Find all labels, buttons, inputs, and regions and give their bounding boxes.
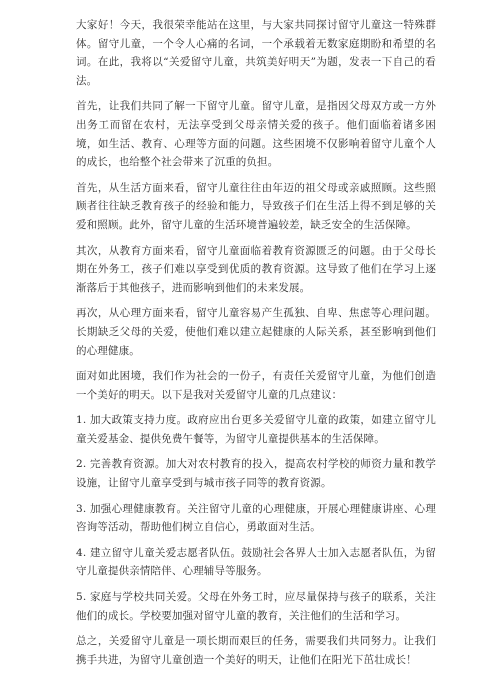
paragraph-definition: 首先，让我们共同了解一下留守儿童。留守儿童，是指因父母双方或一方外出务工而留在农村，无法享受到父母亲情关爱的孩子。他们面临着诸多困境，如生活、教育、心理等方面的问题。这些困境不仅影响着留守儿童个人的成长，也给整个社会带来了沉重的负担。: [76, 100, 436, 169]
paragraph-life: 首先，从生活方面来看，留守儿童往往由年迈的祖父母或亲戚照顾。这些照顾者往往缺乏教育孩子的经验和能力，导致孩子们在生活上得不到足够的关爱和照顾。此外，留守儿童的生活环境普遍较差，缺乏安全的生活保障。: [76, 181, 436, 231]
paragraph-suggestions-intro: 面对如此困境，我们作为社会的一份子，有责任关爱留守儿童，为他们创造一个美好的明天。以下是我对关爱留守儿童的几点建议：: [76, 370, 436, 401]
paragraph-education: 其次，从教育方面来看，留守儿童面临着教育资源匮乏的问题。由于父母长期在外务工，孩子们难以享受到优质的教育资源。这导致了他们在学习上逐渐落后于其他孩子，进而影响到他们的未来发展。: [76, 244, 436, 294]
document-body: [76, 16, 436, 675]
paragraph-conclusion: 总之，关爱留守儿童是一项长期而艰巨的任务，需要我们共同努力。让我们携手共进，为留守儿童创造一个美好的明天，让他们在阳光下茁壮成长！: [76, 635, 436, 666]
paragraph-psychology: 再次，从心理方面来看，留守儿童容易产生孤独、自卑、焦虑等心理问题。长期缺乏父母的关爱，使他们难以建立起健康的人际关系，甚至影响到他们的心理健康。: [76, 307, 436, 357]
list-item-volunteers: 4. 建立留守儿童关爱志愿者队伍。鼓励社会各界人士加入志愿者队伍，为留守儿童提供亲情陪伴、心理辅导等服务。: [76, 546, 436, 578]
list-item-family-school: 5. 家庭与学校共同关爱。父母在外务工时，应尽量保持与孩子的联系，关注他们的成长。学校要加强对留守儿童的教育，关注他们的生活和学习。: [76, 591, 436, 622]
list-item-mental-health: 3. 加强心理健康教育。关注留守儿童的心理健康，开展心理健康讲座、心理咨询等活动，帮助他们树立自信心，勇敢面对生活。: [76, 502, 436, 534]
paragraph-intro: 大家好！今天，我很荣幸能站在这里，与大家共同探讨留守儿童这一特殊群体。留守儿童，一个令人心痛的名词，一个承载着无数家庭期盼和希望的名词。在此，我将以“关爱留守儿童，共筑美好明天”为题，发表一下自己的看法。: [76, 19, 436, 87]
list-item-education-resources: 2. 完善教育资源。加大对农村教育的投入，提高农村学校的师资力量和教学设施，让留守儿童享受到与城市孩子同等的教育资源。: [76, 458, 436, 490]
list-item-policy: 1. 加大政策支持力度。政府应出台更多关爱留守儿童的政策，如建立留守儿童关爱基金、提供免费午餐等，为留守儿童提供基本的生活保障。: [76, 414, 436, 445]
